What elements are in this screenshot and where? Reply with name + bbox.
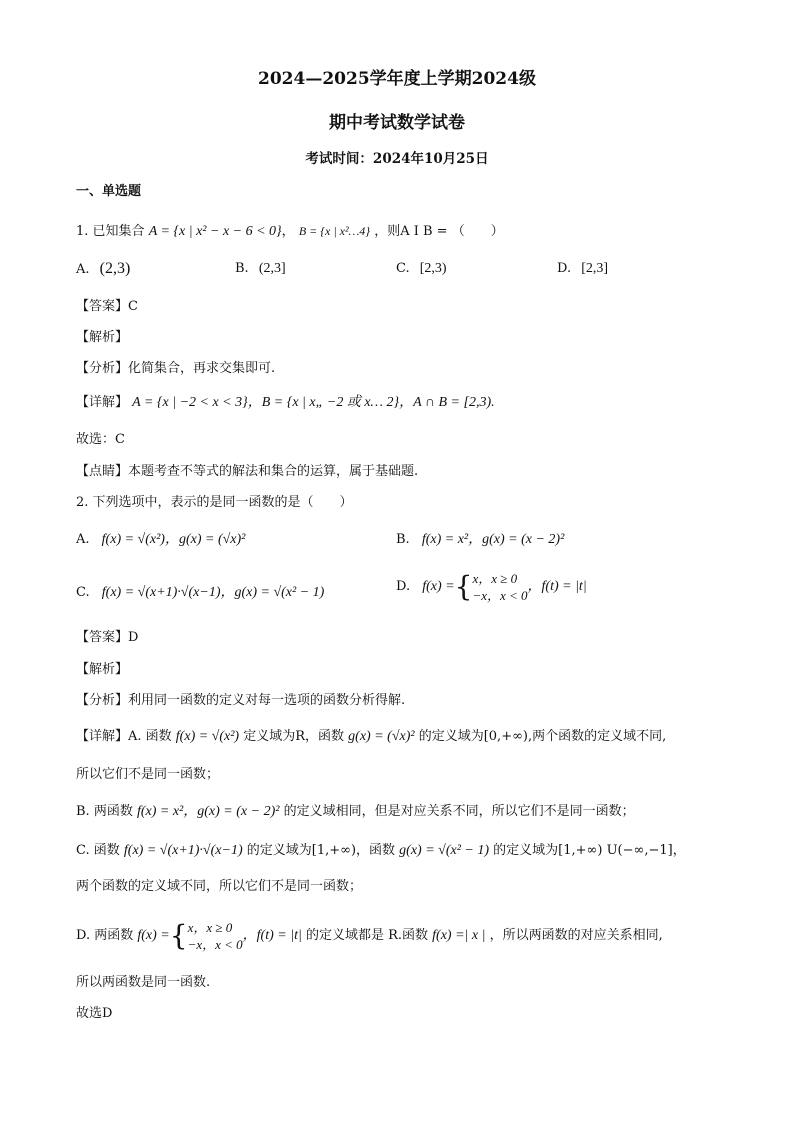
q2-option-b: B. f(x) = x²，g(x) = (x − 2)²: [396, 532, 565, 547]
q1-dianjing: 【点睛】本题考查不等式的解法和集合的运算，属于基础题.: [76, 464, 419, 479]
exam-title-line1: 2024—2025学年度上学期2024级: [258, 69, 536, 89]
q1-set-b: B = {x | x²…4}: [298, 224, 371, 238]
q1-fenxi: 【分析】化简集合，再求交集即可.: [76, 361, 276, 376]
q2-analysis-heading: 【解析】: [76, 662, 129, 677]
q1-option-d: D. [2,3]: [557, 261, 609, 276]
q1-answer: 【答案】C: [76, 299, 138, 314]
q2-xiangjie-d-cont: 所以两函数是同一函数.: [76, 975, 211, 990]
brace-symbol: {: [454, 570, 473, 603]
exam-title-line2: 期中考试数学试卷: [329, 113, 465, 133]
q2-xiangjie-a-cont: 所以它们不是同一函数；: [76, 767, 220, 782]
q2-xiangjie-a: 【详解】A. 函数 f(x) = √(x²) 定义域为R，函数 g(x) = (√x)² 的定义域为[0,+∞),两个函数的定义域不同,: [76, 729, 667, 744]
q1-stem: 1. 已知集合 A = {x | x² − x − 6 < 0}， B = {x | x²…4} ，则A I B = （ ）: [76, 224, 504, 239]
q1-option-b: B. (2,3]: [235, 261, 286, 276]
q1-stem-suffix: ，则A I B = （ ）: [374, 224, 504, 239]
q2-option-d: D. f(x) ={x，x ≥ 0 −x，x < 0，f(t) = |t|: [396, 570, 587, 603]
q1-option-a: A. (2,3): [76, 260, 131, 277]
section-heading: 一、单选题: [76, 184, 142, 199]
q1-choice: 故选：C: [76, 432, 125, 447]
q2-xiangjie-c: C. 函数 f(x) = √(x+1)·√(x−1) 的定义域为[1,+∞)，函数 g(x) = √(x² − 1) 的定义域为[1,+∞) U(−∞,−1]，: [76, 843, 686, 858]
q2-xiangjie-c-cont: 两个函数的定义域不同，所以它们不是同一函数；: [76, 879, 363, 894]
q2-fenxi: 【分析】利用同一函数的定义对每一选项的函数分析得解.: [76, 693, 406, 708]
brace-symbol: {: [169, 919, 188, 952]
q2-option-c: C. f(x) = √(x+1)·√(x−1)，g(x) = √(x² − 1): [76, 585, 325, 600]
q1-set-a: A = {x | x² − x − 6 < 0}: [148, 224, 282, 239]
q2-choice: 故选D: [76, 1006, 113, 1021]
exam-time: 考试时间：2024年10月25日: [305, 151, 489, 167]
q1-analysis-heading: 【解析】: [76, 330, 129, 345]
q2-xiangjie-b: B. 两函数 f(x) = x²，g(x) = (x − 2)² 的定义域相同，但是对应关系不同，所以它们不是同一函数；: [76, 804, 635, 819]
q2-option-a: A. f(x) = √(x²)，g(x) = (√x)²: [76, 532, 246, 547]
q2-answer: 【答案】D: [76, 630, 139, 645]
q1-stem-prefix: 1. 已知集合: [76, 224, 145, 239]
q2-xiangjie-d: D. 两函数 f(x) ={x，x ≥ 0 −x，x < 0，f(t) = |t| 的定义域都是 R.函数 f(x) =| x | ，所以两函数的对应关系相同,: [76, 919, 663, 952]
q1-xiangjie-math: A = {x | −2 < x < 3}，B = {x | x„ −2 或 x… 2}，A ∩ B = [2,3).: [132, 395, 495, 410]
q1-option-c: C. [2,3): [396, 261, 447, 276]
q2-optd-cases: x，x ≥ 0 −x，x < 0: [472, 571, 528, 603]
q2-stem: 2. 下列选项中，表示的是同一函数的是（ ）: [76, 495, 353, 510]
q1-xiangjie: 【详解】 A = {x | −2 < x < 3}，B = {x | x„ −2 或 x… 2}，A ∩ B = [2,3).: [76, 395, 495, 410]
